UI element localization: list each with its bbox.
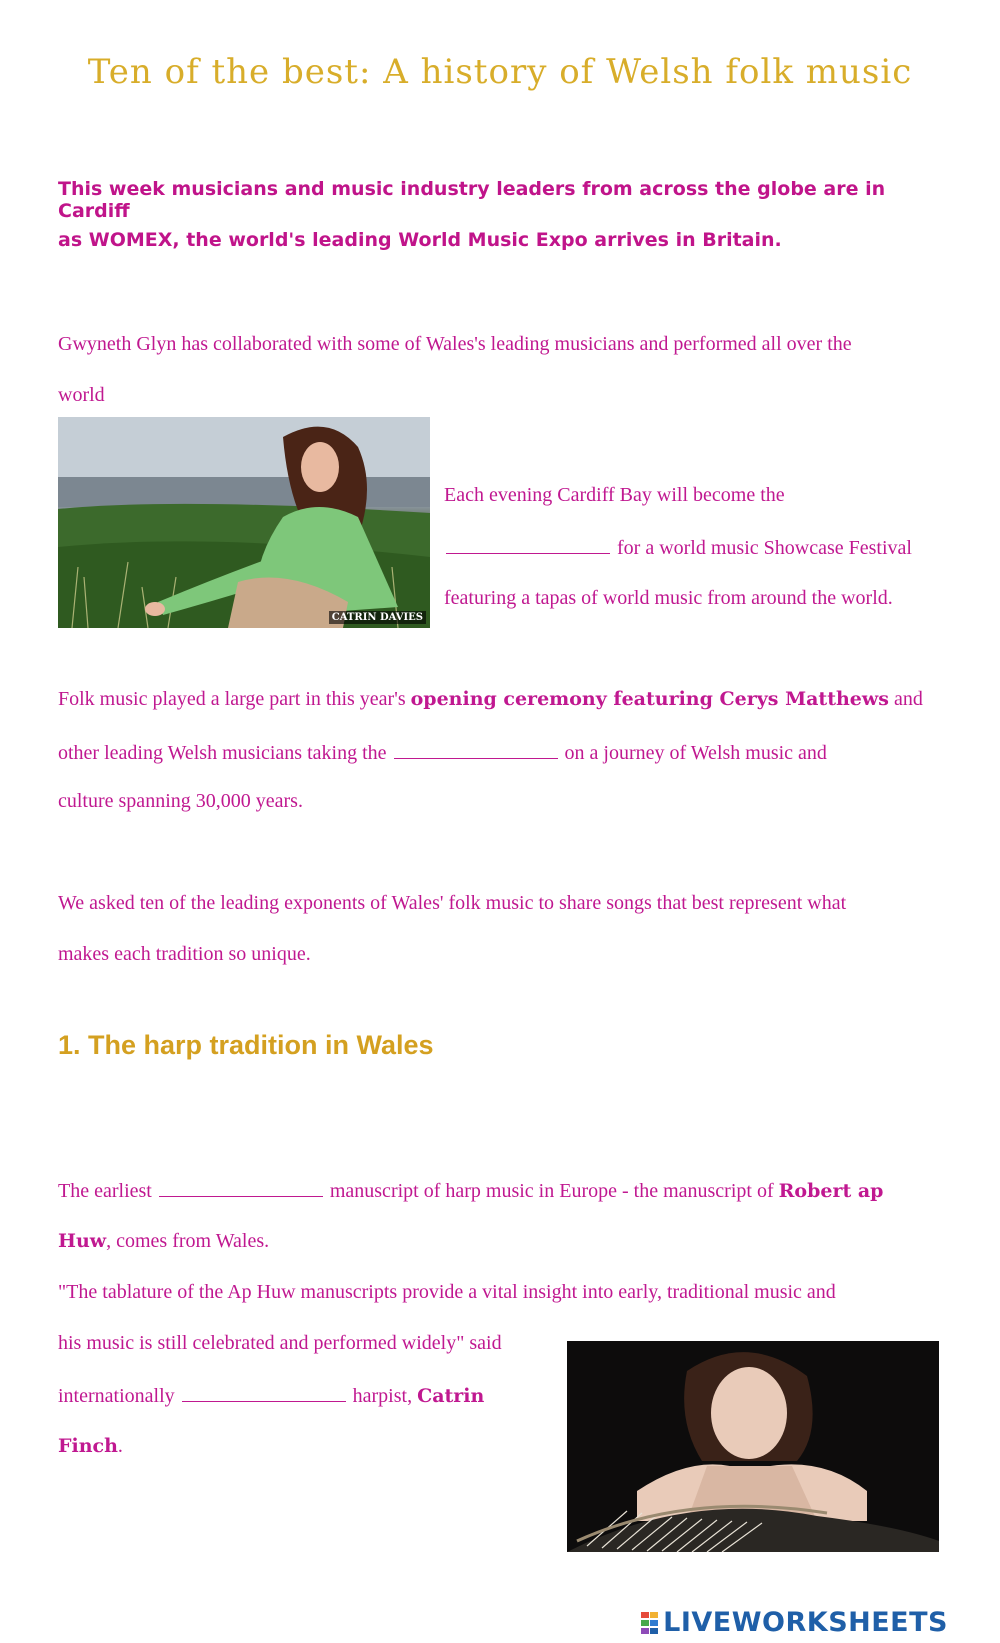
harp-line-2 bbox=[58, 1230, 269, 1253]
glyn-line-2: world bbox=[58, 384, 105, 406]
blank-input-2[interactable] bbox=[394, 740, 558, 759]
folk-line-2-post: on a journey of Welsh music and bbox=[564, 742, 827, 764]
intro-line-2: as WOMEX, the world's leading World Music Expo arrives in Britain. bbox=[58, 229, 782, 251]
blank-input-3[interactable] bbox=[159, 1178, 323, 1197]
logo-mark-icon bbox=[641, 1610, 659, 1632]
harp-line-1-mid: manuscript of harp music in Europe - the manuscript of bbox=[329, 1180, 779, 1202]
folk-line-2 bbox=[58, 740, 827, 765]
page-title: Ten of the best: A history of Welsh folk music bbox=[87, 52, 913, 92]
harp-line-6-bold: Finch bbox=[58, 1435, 118, 1457]
photo2-scene bbox=[567, 1341, 939, 1552]
glyn-line-1: Gwyneth Glyn has collaborated with some of Wales's leading musicians and performed all over the bbox=[58, 333, 852, 355]
harp-line-2-bold: Huw bbox=[58, 1230, 107, 1252]
catrin-finch-photo bbox=[567, 1341, 939, 1552]
harp-line-4: his music is still celebrated and performed widely" said bbox=[58, 1332, 502, 1354]
harp-line-1-pre: The earliest bbox=[58, 1180, 152, 1202]
harp-line-6-post: . bbox=[117, 1435, 123, 1457]
photo1-scene bbox=[58, 417, 430, 628]
photo-caption: CATRIN DAVIES bbox=[329, 611, 426, 624]
asked-line-2: makes each tradition so unique. bbox=[58, 943, 311, 965]
cardiff-line-1: Each evening Cardiff Bay will become the bbox=[444, 484, 785, 506]
harp-line-5-pre: internationally bbox=[58, 1385, 175, 1407]
blank-input-4[interactable] bbox=[182, 1383, 346, 1402]
section-heading-harp: 1. The harp tradition in Wales bbox=[58, 1030, 434, 1060]
harp-line-3: "The tablature of the Ap Huw manuscripts provide a vital insight into early, traditional music and bbox=[58, 1281, 836, 1303]
harp-line-5 bbox=[58, 1383, 484, 1408]
harp-line-5-bold: Catrin bbox=[417, 1385, 485, 1407]
cardiff-line-2-text: for a world music Showcase Festival bbox=[617, 537, 912, 559]
asked-line-1: We asked ten of the leading exponents of Wales' folk music to share songs that best represent what bbox=[58, 892, 847, 914]
blank-input-1[interactable] bbox=[446, 535, 610, 554]
intro-line-1: This week musicians and music industry leaders from across the globe are in Cardiff bbox=[58, 178, 886, 222]
folk-line-1 bbox=[58, 688, 923, 711]
liveworksheets-logo bbox=[641, 1607, 948, 1638]
folk-line-1-bold: opening ceremony featuring Cerys Matthews bbox=[410, 688, 889, 710]
folk-line-3: culture spanning 30,000 years. bbox=[58, 790, 303, 812]
cardiff-line-2 bbox=[444, 535, 912, 560]
harp-line-2-post: , comes from Wales. bbox=[106, 1230, 270, 1252]
harp-line-6 bbox=[58, 1435, 123, 1458]
harp-line-5-post: harpist, bbox=[352, 1385, 418, 1407]
folk-line-1-pre: Folk music played a large part in this year's bbox=[58, 688, 411, 710]
folk-line-2-pre: other leading Welsh musicians taking the bbox=[58, 742, 387, 764]
folk-line-1-post: and bbox=[888, 688, 923, 710]
gwyneth-glyn-photo bbox=[58, 417, 430, 628]
harp-line-1 bbox=[58, 1178, 883, 1203]
harp-line-1-bold: Robert ap bbox=[778, 1180, 884, 1202]
logo-text: LIVEWORKSHEETS bbox=[663, 1607, 948, 1638]
cardiff-line-3: featuring a tapas of world music from around the world. bbox=[444, 587, 893, 609]
